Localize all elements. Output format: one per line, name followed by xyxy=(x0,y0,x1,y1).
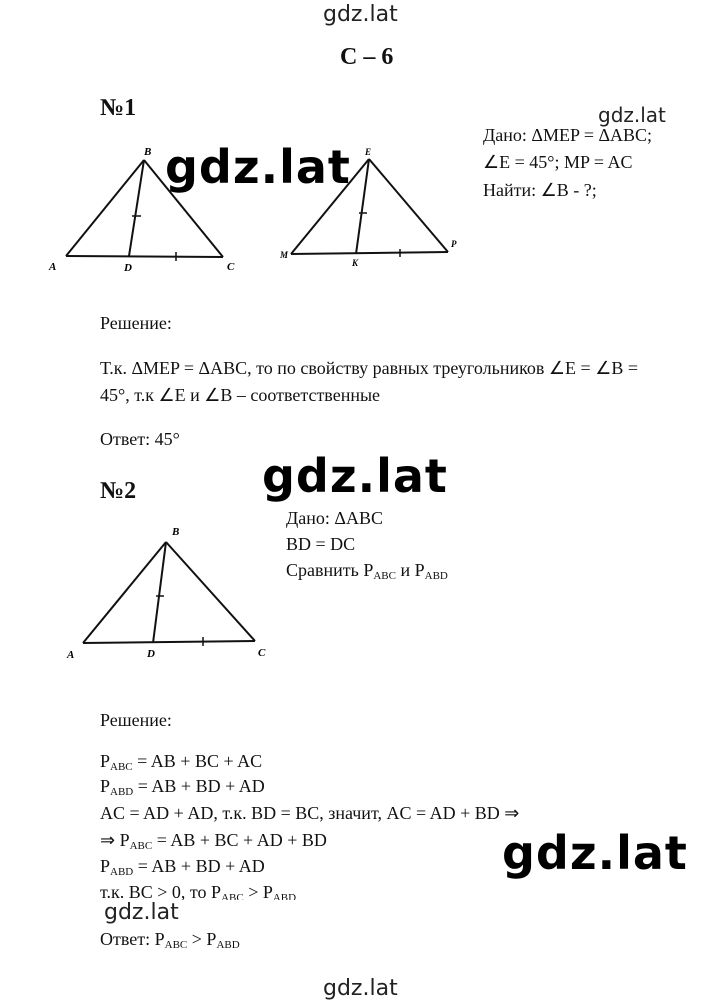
task2-compare xyxy=(286,560,448,582)
compare-sub1: ABC xyxy=(373,570,396,582)
task2-given-line2: BD = DC xyxy=(286,534,356,554)
task2-given: Дано: ΔABC xyxy=(286,508,383,528)
task2-number: №2 xyxy=(100,478,137,504)
figure1-triangle-abc xyxy=(66,160,223,261)
fig1-label-d: D xyxy=(124,262,132,274)
figure2-triangle-abc xyxy=(83,542,255,646)
watermark-fig1: gdz.lat xyxy=(165,140,351,194)
fig1-label-c: C xyxy=(227,261,235,273)
compare-mid: и P xyxy=(395,560,425,580)
watermark-bottom: gdz.lat xyxy=(323,976,398,1001)
l4-sub: ABC xyxy=(129,840,153,852)
task2-line2 xyxy=(100,776,265,798)
l2-p: P xyxy=(100,776,111,796)
task2-line4 xyxy=(100,830,327,852)
ans-mid: > P xyxy=(187,929,217,949)
fig1-label-b: B xyxy=(144,146,152,158)
ans-sub2: ABD xyxy=(216,939,240,951)
task1-solution-label: Решение: xyxy=(100,313,172,333)
l5-p: P xyxy=(100,856,111,876)
l4-pre: ⇒ P xyxy=(100,830,130,850)
l6-mid: > P xyxy=(243,882,273,900)
task1-answer: Ответ: 45° xyxy=(100,429,180,449)
l1-rest: = AB + BC + AC xyxy=(132,751,263,771)
l1-p: P xyxy=(100,751,111,771)
task2-solution-label: Решение: xyxy=(100,710,172,730)
task1-given-line2: ∠E = 45°; MP = AC xyxy=(483,152,633,172)
l6-sub1: ABC xyxy=(221,892,244,900)
fig2-label-p: P xyxy=(451,239,457,249)
task1-find: Найти: ∠B - ?; xyxy=(483,180,597,200)
ans-pre: Ответ: P xyxy=(100,929,165,949)
ans-sub1: ABC xyxy=(164,939,188,951)
l1-sub: ABC xyxy=(110,761,133,773)
fig3-label-b: B xyxy=(172,526,180,538)
figure1-triangle-mep xyxy=(291,159,448,257)
task1-given: Дано: ΔMEP = ΔABC; xyxy=(483,125,653,145)
watermark-top: gdz.lat xyxy=(323,2,398,27)
task2-line1 xyxy=(100,751,262,773)
fig2-label-k: K xyxy=(352,258,359,268)
watermark-middle: gdz.lat xyxy=(262,449,448,503)
page-title: С – 6 xyxy=(340,44,394,70)
task2-line5 xyxy=(100,856,265,878)
fig2-label-m: M xyxy=(280,250,289,260)
task2-answer xyxy=(100,929,240,951)
compare-prefix: Сравнить P xyxy=(286,560,374,580)
l2-sub: ABD xyxy=(110,786,134,798)
task2-line3: AC = AD + AD, т.к. BD = BC, значит, AC = AD + BD ⇒ xyxy=(100,803,520,823)
compare-sub2: ABD xyxy=(424,570,448,582)
fig2-label-e: E xyxy=(365,147,372,157)
task1-solution-line1: Т.к. ΔMEP = ΔABC, то по свойству равных треугольников ∠E = ∠B = xyxy=(100,358,638,378)
task1-solution-line2: 45°, т.к ∠E и ∠B – соответственные xyxy=(100,385,381,405)
l5-sub: ABD xyxy=(110,866,134,878)
task1-number: №1 xyxy=(100,95,137,121)
fig3-label-c: C xyxy=(258,647,266,659)
watermark-lower-right: gdz.lat xyxy=(502,826,688,880)
l6-sub2: ABD xyxy=(272,892,297,900)
watermark-lower-left: gdz.lat xyxy=(104,900,179,925)
l5-rest: = AB + BD + AD xyxy=(133,856,265,876)
l4-rest: = AB + BC + AD + BD xyxy=(152,830,327,850)
fig1-label-a: A xyxy=(49,261,57,273)
l6-pre: т.к. BC > 0, то P xyxy=(100,882,222,900)
fig3-label-a: A xyxy=(67,649,75,661)
watermark-right-small: gdz.lat xyxy=(598,103,666,127)
fig3-label-d: D xyxy=(147,648,155,660)
task2-line6 xyxy=(100,882,296,900)
l2-rest: = AB + BD + AD xyxy=(133,776,265,796)
